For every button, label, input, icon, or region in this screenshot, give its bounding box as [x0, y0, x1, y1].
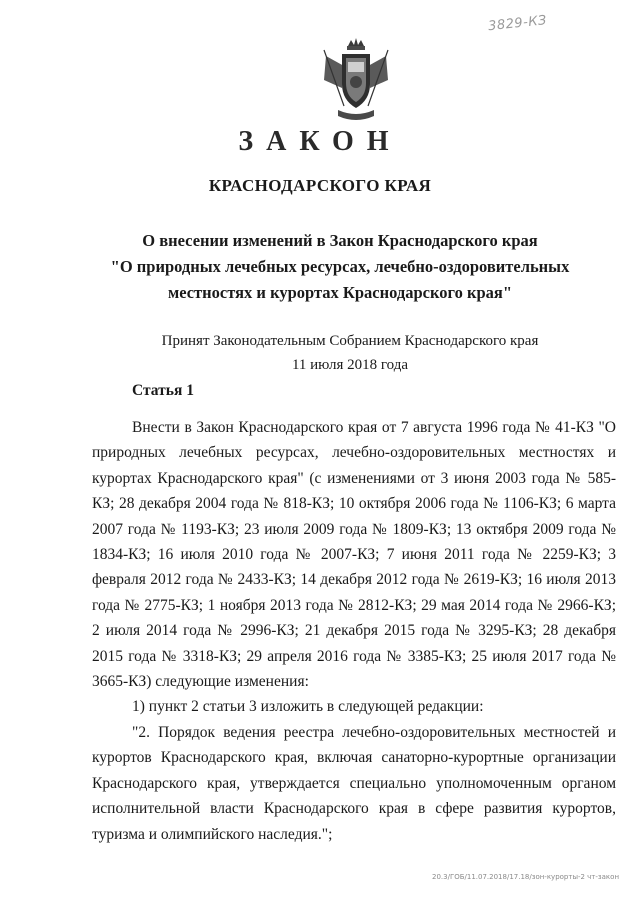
adoption-authority: Принят Законодательным Собранием Краснодарского края — [161, 333, 539, 349]
law-title-line: "О природных лечебных ресурсах, лечебно-оздоровительных — [110, 257, 570, 276]
article-body — [92, 415, 616, 847]
adoption-date: 11 июля 2018 года — [291, 357, 409, 373]
adoption-info — [0, 329, 640, 377]
law-title-line: местностях и курортах Краснодарского края" — [167, 283, 513, 302]
footer-file-reference: 20.3/ГОБ/11.07.2018/17.18/зон-курорты-2 чт-закон — [432, 873, 620, 881]
article-heading: Статья 1 — [132, 382, 194, 399]
law-title — [40, 228, 640, 306]
document-title: ЗАКОН — [238, 126, 402, 157]
paragraph: Внести в Закон Краснодарского края от 7 августа 1996 года № 41-КЗ "О природных лечебных ресурсах, лечебно-оздоровительных местностях и курортах Краснодарского края" (с изменениями от 3 июня 2003 года № 585-КЗ; 28 декабря 2004 года № 818-КЗ; 10 октября 2006 года № 1106-КЗ; 6 марта 2007 года № 1193-КЗ; 23 июля 2009 года № 1809-КЗ; 13 октября 2009 года № 1834-КЗ; 16 июля 2010 года № 2007-КЗ; 7 июня 2011 года № 2259-КЗ; 3 февраля 2012 года № 2433-КЗ; 14 декабря 2012 года № 2619-КЗ; 16 июля 2013 года № 2775-КЗ; 1 ноября 2013 года № 2812-КЗ; 29 мая 2014 года № 2966-КЗ; 2 июля 2014 года № 2996-КЗ; 21 декабря 2015 года № 3295-КЗ; 28 декабря 2015 года № 3318-КЗ; 29 апреля 2016 года № 3385-КЗ; 25 июля 2017 года № 3665-КЗ) следующие изменения: — [92, 419, 616, 691]
handwritten-registration-number: 3829-КЗ — [487, 13, 548, 35]
law-title-line: О внесении изменений в Закон Краснодарского края — [142, 231, 538, 250]
coat-of-arms-emblem — [318, 36, 394, 124]
document-subtitle: КРАСНОДАРСКОГО КРАЯ — [208, 176, 432, 195]
paragraph: "2. Порядок ведения реестра лечебно-оздоровительных местностей и курортов Краснодарского края, включая санаторно-курортные организации Краснодарского края, утверждается специально уполномоченным органом исполнительной власти Краснодарского края в сфере развития курортов, туризма и олимпийского наследия."; — [92, 723, 616, 843]
paragraph: 1) пункт 2 статьи 3 изложить в следующей редакции: — [132, 698, 484, 716]
